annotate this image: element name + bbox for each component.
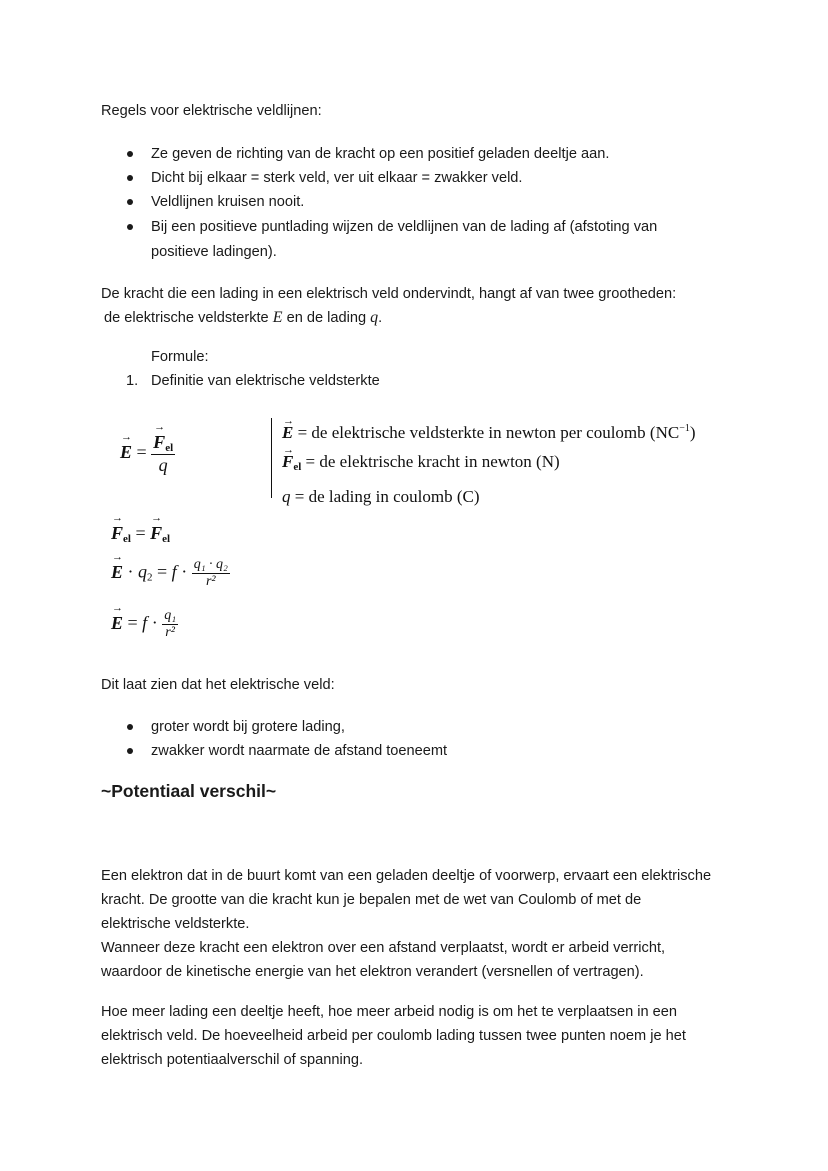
list-item-continuation: positieve ladingen). — [151, 244, 277, 260]
paragraph-line: waardoor de kinetische energie van het elektron verandert (versnellen of vertragen). — [101, 964, 644, 980]
paragraph-line: elektrisch potentiaalverschil of spanning. — [101, 1052, 364, 1068]
numbered-item-text: Definitie van elektrische veldsterkte — [151, 373, 380, 389]
bullet-icon — [127, 175, 133, 181]
paragraph-line: Een elektron dat in de buurt komt van een geladen deeltje of voorwerp, ervaart een elektrische — [101, 868, 712, 884]
definition-q: q = de lading in coulomb (C) — [282, 487, 480, 506]
derivation-line-1: → $F_{el}$ = → $F_{el}$ — [111, 523, 170, 545]
definition-E: → E = de elektrische veldsterkte in newton per coulomb $(NC^{-1})$ — [282, 414, 696, 447]
paragraph-line: Wanneer deze kracht een elektron over een afstand verplaatst, wordt er arbeid verricht, — [101, 940, 666, 956]
list-item: groter wordt bij grotere lading, — [151, 719, 345, 735]
definition-F: → $F_{el}$ = de elektrische kracht in newton (N) — [282, 447, 696, 482]
derivation-line-3: → E = f · $\frac{\text{q₁}}{\text{r²}}$ — [111, 608, 178, 641]
list-item: zwakker wordt naarmate de afstand toeneemt — [151, 743, 448, 759]
force-paragraph-line1: De kracht die een lading in een elektrisch veld ondervindt, hangt af van twee grootheden: — [101, 286, 677, 302]
rules-heading: Regels voor elektrische veldlijnen: — [101, 103, 322, 119]
paragraph-line: elektrisch veld. De hoeveelheid arbeid per coulomb lading tussen twee punten noem je het — [101, 1028, 686, 1044]
definitions — [282, 414, 696, 511]
shows-paragraph: Dit laat zien dat het elektrische veld: — [101, 677, 335, 693]
list-item: Bij een positieve puntlading wijzen de veldlijnen van de lading af (afstoting van — [151, 219, 658, 235]
section-heading: ~Potentiaal verschil~ — [101, 781, 277, 801]
paragraph-line: elektrische veldsterkte. — [101, 916, 250, 932]
bullet-icon — [127, 151, 133, 157]
bullet-icon — [127, 224, 133, 230]
list-number: 1. — [126, 373, 139, 389]
formula-label: Formule: — [151, 349, 209, 365]
definitions-divider — [271, 418, 272, 498]
list-item: Veldlijnen kruisen nooit. — [151, 194, 305, 210]
list-item: Ze geven de richting van de kracht op een positief geladen deeltje aan. — [151, 146, 610, 162]
paragraph-line: kracht. De grootte van die kracht kun je bepalen met de wet van Coulomb of met de — [101, 892, 642, 908]
bullet-icon — [127, 724, 133, 730]
variable-q: q — [370, 309, 379, 326]
variable-E: E — [272, 309, 283, 326]
paragraph-line: Hoe meer lading een deeltje heeft, hoe meer arbeid nodig is om het te verplaatsen in een — [101, 1004, 678, 1020]
bullet-icon — [127, 748, 133, 754]
bullet-icon — [127, 199, 133, 205]
list-item: Dicht bij elkaar = sterk veld, ver uit elkaar = zwakker veld. — [151, 170, 523, 186]
derivation-line-2: → $E \cdot q_2 = f$ · $\frac{\text{q₁ · q₂}}{\text{r²}}$ — [111, 557, 230, 590]
main-formula: → E = → $\frac{F_{el}}{q}$ — [120, 432, 175, 476]
force-paragraph-line2: de elektrische veldsterkte E en de lading q. — [104, 309, 383, 326]
